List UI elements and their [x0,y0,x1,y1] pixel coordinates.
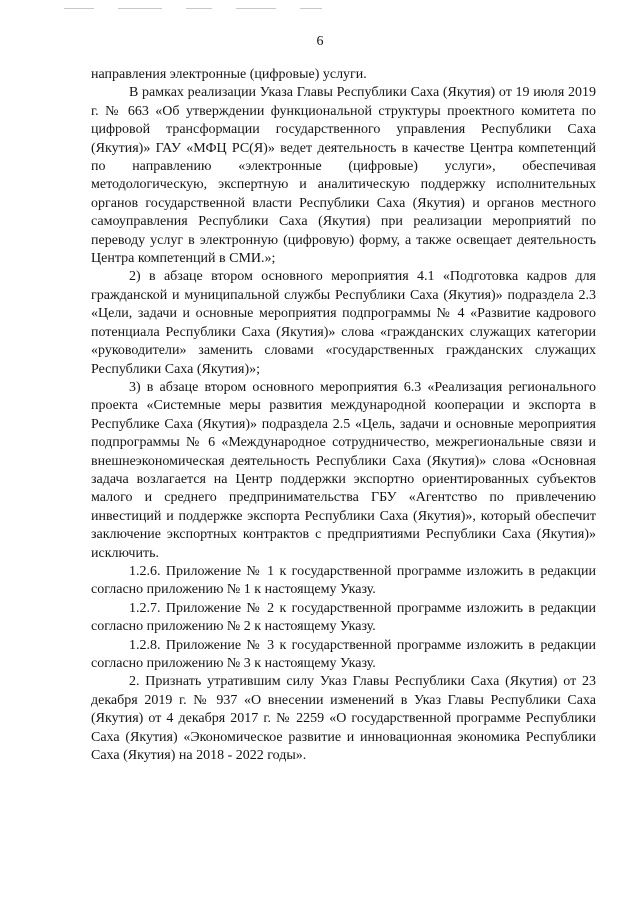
paragraph-1-2-7: 1.2.7. Приложение № 2 к государственной программе изложить в редакции согласно приложению № 2 к настоящему Указу. [91,600,596,635]
scan-artifact [186,8,212,9]
paragraph-mfc-competence-center: В рамках реализации Указа Главы Республики Саха (Якутия) от 19 июля 2019 г. № 663 «Об утверждении функциональной структуры проектного комитета по цифровой трансформации государственного управления Республики Саха (Якутия)» ГАУ «МФЦ РС(Я)» ведет деятельность в качестве Центра компетенций по направлению «электронные (цифровые) услуги», обеспечивая методологическую, экспертную и аналитическую поддержку исполнительных органов государственной власти Республики Саха (Якутия) и органов местного самоуправления Республики Саха (Якутия) при реализации мероприятий по переводу услуг в электронную (цифровую) форму, а также освещает деятельность Центра компетенций в СМИ.»; [91,85,596,267]
scan-artifact [118,8,162,9]
scan-artifact [236,8,276,9]
document-body [91,66,596,765]
scan-artifact [64,8,94,9]
paragraph-1-2-8: 1.2.8. Приложение № 3 к государственной программе изложить в редакции согласно приложению № 3 к настоящему Указу. [91,637,596,671]
paragraph-item-3: 3) в абзаце втором основного мероприятия 6.3 «Реализация регионального проекта «Системные меры развития международной кооперации и экспорта в Республике Саха (Якутия)» подраздела 2.5 «Цель, задачи и основные мероприятия подпрограммы № 6 «Международное сотрудничество, межрегиональные связи и внешнеэкономическая деятельность Республики Саха (Якутия)» слова «Основная задача возлагается на Центр поддержки экспортно ориентированных субъектов малого и среднего предпринимательства ГБУ «Агентство по привлечению инвестиций и поддержке экспорта Республики Саха (Якутия)», который обеспечит заключение экспортных контрактов с предприятиями Республики Саха (Якутия)» исключить. [91,379,596,561]
scan-artifact [300,8,322,9]
paragraph-2-repeal: 2. Признать утратившим силу Указ Главы Республики Саха (Якутия) от 23 декабря 2019 г. № 937 «О внесении изменений в Указ Главы Республики Саха (Якутия) от 4 декабря 2017 г. № 2259 «О государственной программе Республики Саха (Якутия) «Экономическое развитие и инновационная экономика Республики Саха (Якутия) на 2018 - 2022 годы». [91,674,596,764]
paragraph-item-2: 2) в абзаце втором основного мероприятия 4.1 «Подготовка кадров для гражданской и муниципальной службы Республики Саха (Якутия)» подраздела 2.3 «Цели, задачи и основные мероприятия подпрограммы № 4 «Развитие кадрового потенциала Республики Саха (Якутия)» слова «гражданских служащих категории «руководители» заменить словами «государственных гражданских служащих Республики Саха (Якутия)»; [91,269,596,377]
paragraph-1-2-6: 1.2.6. Приложение № 1 к государственной программе изложить в редакции согласно приложению № 1 к настоящему Указу. [91,563,596,598]
page-number: 6 [316,34,324,49]
paragraph-continuation: направления электронные (цифровые) услуги. [91,67,367,82]
